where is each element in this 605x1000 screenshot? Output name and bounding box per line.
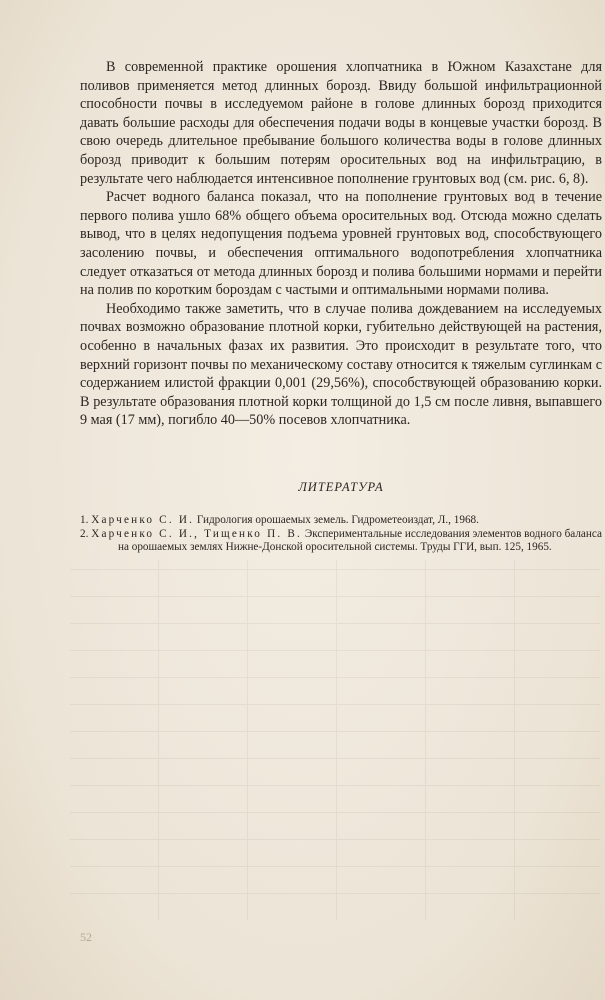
reference-item-1: 1. Харченко С. И. Гидрология орошаемых земель. Гидрометеоиздат, Л., 1968.: [80, 514, 479, 526]
article-body: [80, 58, 602, 430]
paragraph-2: Расчет водного баланса показал, что на пополнение грунтовых вод в течение первого полива ушло 68% общего объема оросительных вод. Отсюда можно сделать вывод, что в целях недопущения подъема уровней грунтовых вод, способствующего засолению почвы, и обеспечения оптимального водопотребления хлопчатника следует отказаться от метода длинных борозд и полива большими нормами и перейти на полив по коротким бороздам с частыми и оптимальными нормами полива.: [80, 189, 602, 299]
reference-item-2: 2. Харченко С. И., Тищенко П. В. Экспериментальные исследования элементов водного баланса на орошаемых землях Нижне-Донской оросительной системы. Труды ГГИ, вып. 125, 1965.: [80, 527, 602, 553]
show-through-table: [70, 560, 600, 920]
references-list: [80, 514, 602, 555]
paragraph-1: В современной практике орошения хлопчатника в Южном Казахстане для поливов применяется метод длинных борозд. Ввиду большой инфильтрационной способности почвы в исследуемом районе в голове длинных борозд приходится давать большие расходы для обеспечения подачи воды в концевые участки борозд. В свою очередь длительное пребывание большого количества воды в голове длинных борозд приводит к большим потерям оросительных вод на инфильтрацию, в результате чего наблюдается интенсивное пополнение грунтовых вод (см. рис. 6, 8).: [80, 59, 602, 187]
references-heading: ЛИТЕРАТУРА: [298, 480, 384, 494]
paragraph-3: Необходимо также заметить, что в случае полива дождеванием на исследуемых почвах возможно образование плотной корки, губительно действующей на растения, особенно в начальных фазах их развития. Это происходит в результате того, что верхний горизонт почвы по механическому составу относится к тяжелым суглинкам с содержанием илистой фракции 0,001 (29,56%), способствующей образованию корки. В результате образования плотной корки толщиной до 1,5 см после ливня, выпавшего 9 мая (17 мм), погибло 40—50% посевов хлопчатника.: [80, 300, 602, 429]
page-number: 52: [80, 930, 92, 944]
